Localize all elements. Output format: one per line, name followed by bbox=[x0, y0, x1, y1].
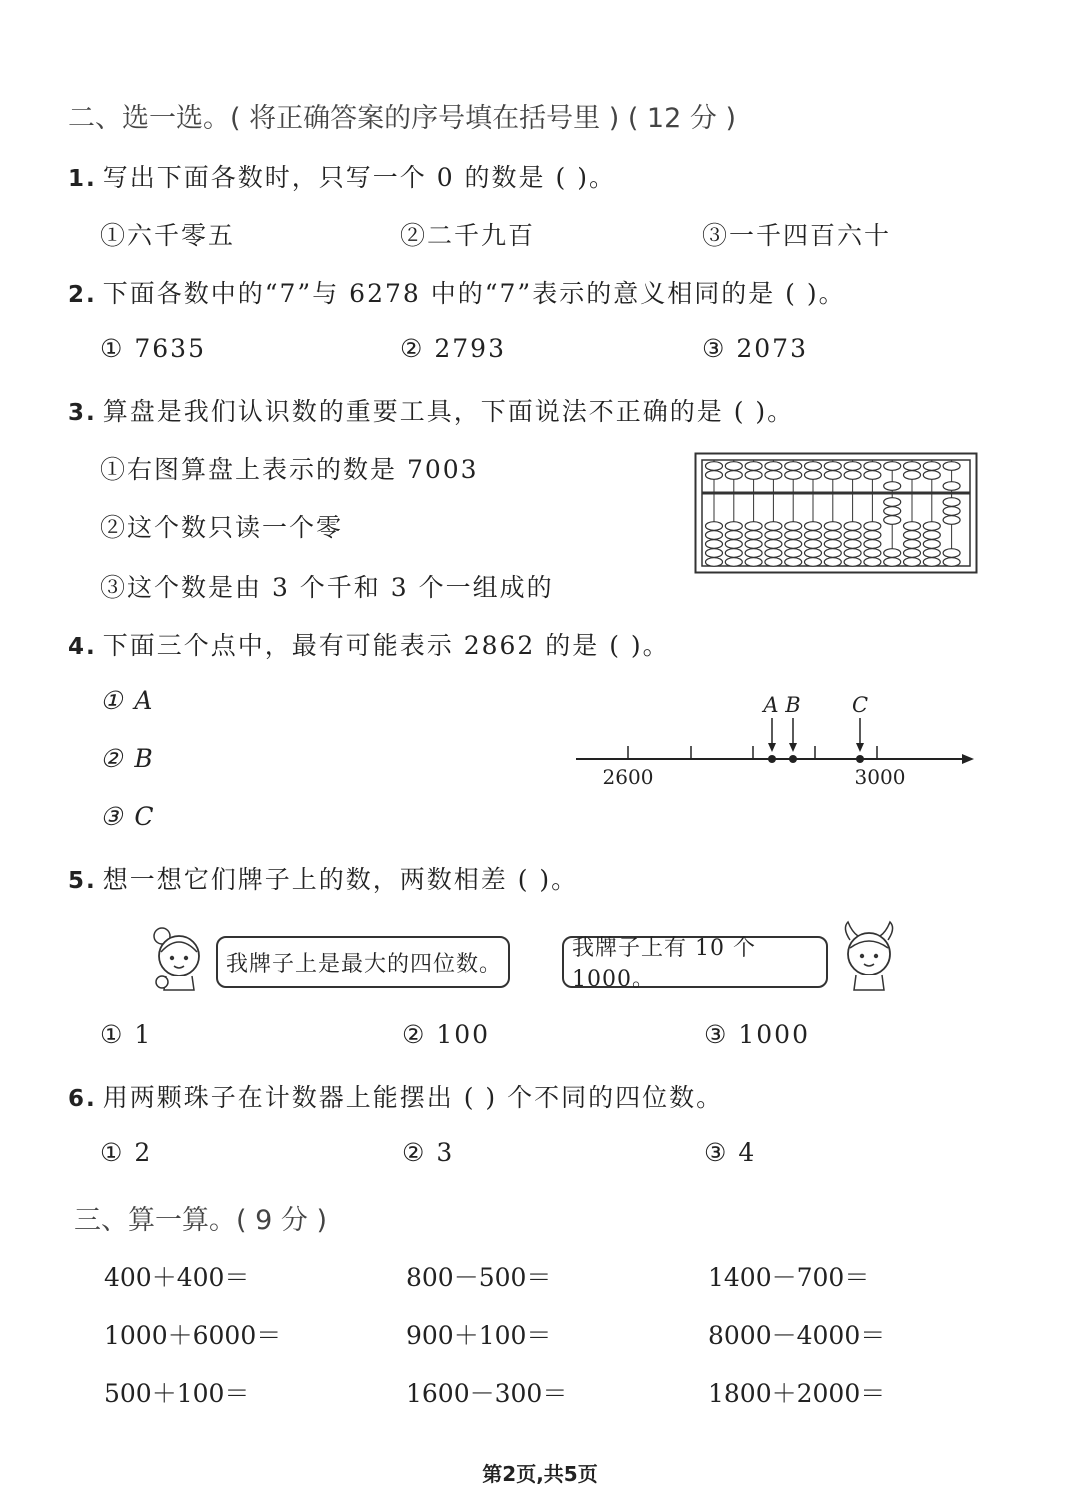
label-3000: 3000 bbox=[854, 765, 906, 789]
section-title-calculate: 三、算一算。( 9 分 ) bbox=[74, 1205, 327, 1236]
label-2600: 2600 bbox=[602, 765, 654, 789]
point-b bbox=[789, 755, 797, 763]
q6-option-2[interactable]: ② 3 bbox=[402, 1138, 455, 1167]
q5-option-2[interactable]: ② 100 bbox=[402, 1020, 491, 1049]
q6-option-3[interactable]: ③ 4 bbox=[704, 1138, 757, 1167]
speech-bubble-girl bbox=[216, 936, 510, 988]
question-number: 4. bbox=[68, 634, 97, 660]
calc-item: 800－500＝ bbox=[406, 1263, 552, 1292]
question-number: 2. bbox=[68, 282, 97, 308]
calc-item: 1000＋6000＝ bbox=[104, 1321, 282, 1350]
question-5 bbox=[68, 860, 578, 896]
question-6 bbox=[68, 1078, 723, 1114]
q5-option-3[interactable]: ③ 1000 bbox=[704, 1020, 810, 1049]
section-title-choose: 二、选一选。( 将正确答案的序号填在括号里 ) ( 12 分 ) bbox=[68, 103, 736, 134]
q6-option-1[interactable]: ① 2 bbox=[100, 1138, 153, 1167]
question-1 bbox=[68, 158, 616, 194]
calc-item: 1400－700＝ bbox=[708, 1263, 870, 1292]
q4-option-2[interactable]: ② B bbox=[100, 744, 155, 773]
question-text: 写出下面各数时，只写一个 0 的数是 ( )。 bbox=[102, 163, 616, 192]
page-number: 第2页,共5页 bbox=[482, 1462, 598, 1486]
number-line-diagram bbox=[570, 688, 980, 798]
question-2 bbox=[68, 274, 846, 310]
question-text: 下面三个点中，最有可能表示 2862 的是 ( )。 bbox=[102, 631, 670, 660]
q1-option-2[interactable]: ②二千九百 bbox=[400, 221, 536, 250]
q5-option-1[interactable]: ① 1 bbox=[100, 1020, 153, 1049]
speech-text-girl: 我牌子上是最大的四位数。 bbox=[226, 951, 503, 977]
calc-item: 1800＋2000＝ bbox=[708, 1379, 886, 1408]
label-a: A bbox=[763, 693, 779, 717]
girl-character-icon bbox=[148, 924, 210, 996]
label-c: C bbox=[851, 693, 869, 717]
question-text: 下面各数中的“7”与 6278 中的“7”表示的意义相同的是 ( )。 bbox=[102, 279, 846, 308]
calc-item: 400＋400＝ bbox=[104, 1263, 250, 1292]
abacus-illustration bbox=[694, 452, 978, 574]
question-number: 1. bbox=[68, 166, 97, 192]
q2-option-2[interactable]: ② 2793 bbox=[400, 334, 506, 363]
q3-option-3[interactable]: ③这个数是由 3 个千和 3 个一组成的 bbox=[100, 573, 554, 602]
q4-option-3[interactable]: ③ C bbox=[100, 802, 156, 831]
q3-option-2[interactable]: ②这个数只读一个零 bbox=[100, 513, 344, 542]
question-number: 5. bbox=[68, 868, 97, 894]
q1-option-3[interactable]: ③一千四百六十 bbox=[702, 221, 892, 250]
arrow-right-icon bbox=[962, 754, 974, 764]
calc-item: 900＋100＝ bbox=[406, 1321, 552, 1350]
question-number: 3. bbox=[68, 400, 97, 426]
calc-item: 8000－4000＝ bbox=[708, 1321, 886, 1350]
question-text: 用两颗珠子在计数器上能摆出 ( ) 个不同的四位数。 bbox=[102, 1083, 724, 1112]
question-3 bbox=[68, 392, 794, 428]
point-a bbox=[768, 755, 776, 763]
speech-text-boy: 我牌子上有 10 个 1000。 bbox=[572, 936, 756, 992]
q3-option-1[interactable]: ①右图算盘上表示的数是 7003 bbox=[100, 455, 479, 484]
question-text: 算盘是我们认识数的重要工具，下面说法不正确的是 ( )。 bbox=[102, 397, 795, 426]
label-b: B bbox=[785, 693, 801, 717]
speech-bubble-boy bbox=[562, 936, 828, 992]
question-4 bbox=[68, 626, 670, 662]
question-text: 想一想它们牌子上的数，两数相差 ( )。 bbox=[102, 865, 579, 894]
q2-option-1[interactable]: ① 7635 bbox=[100, 334, 206, 363]
q1-option-1[interactable]: ①六千零五 bbox=[100, 221, 236, 250]
q2-option-3[interactable]: ③ 2073 bbox=[702, 334, 808, 363]
calc-item: 500＋100＝ bbox=[104, 1379, 250, 1408]
point-c bbox=[856, 755, 864, 763]
boy-character-icon bbox=[836, 920, 902, 994]
q4-option-1[interactable]: ① A bbox=[100, 686, 155, 715]
question-number: 6. bbox=[68, 1086, 97, 1112]
calc-item: 1600－300＝ bbox=[406, 1379, 568, 1408]
